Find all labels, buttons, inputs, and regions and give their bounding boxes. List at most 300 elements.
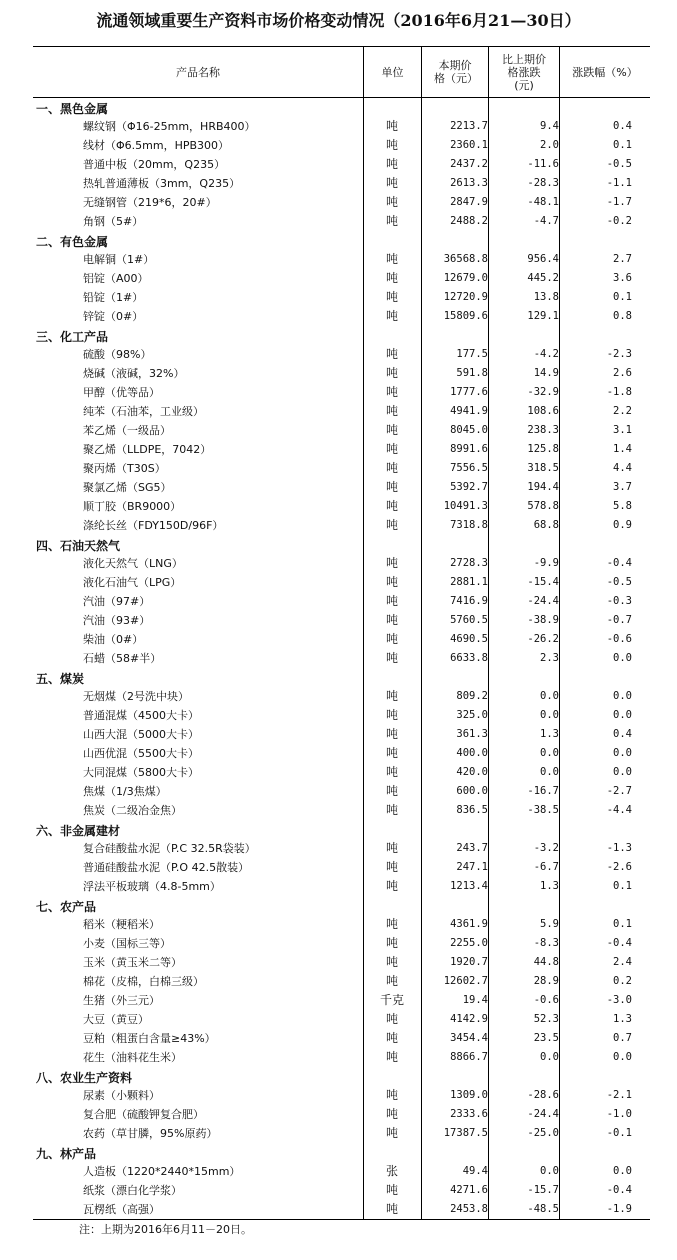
percent-cell: 0.0 [613, 709, 632, 721]
change-cell: 0.0 [540, 747, 559, 759]
percent-cell: 0.0 [613, 690, 632, 702]
percent-cell: 0.4 [613, 728, 632, 740]
price-cell: 2453.8 [450, 1203, 488, 1215]
price-cell: 19.4 [462, 994, 488, 1006]
table-row [33, 972, 650, 991]
change-cell: -15.4 [527, 576, 559, 588]
price-cell: 177.5 [456, 348, 488, 360]
unit-cell: 吨 [385, 1183, 398, 1197]
unit-cell: 吨 [385, 461, 398, 475]
change-cell: 108.6 [527, 405, 559, 417]
percent-cell: -2.6 [606, 861, 632, 873]
product-name: 铅锭（1#） [83, 291, 144, 304]
price-cell: 8991.6 [450, 443, 488, 455]
unit-cell: 吨 [385, 1088, 398, 1102]
unit-cell: 吨 [385, 955, 398, 969]
unit-cell: 吨 [385, 290, 398, 304]
product-name: 液化石油气（LPG） [83, 576, 182, 589]
product-name: 大豆（黄豆） [83, 1013, 149, 1026]
unit-cell: 吨 [385, 1202, 398, 1216]
change-cell: 129.1 [527, 310, 559, 322]
change-cell: 194.4 [527, 481, 559, 493]
table-row [33, 630, 650, 649]
price-cell: 400.0 [456, 747, 488, 759]
product-name: 无烟煤（2号洗中块） [83, 690, 189, 703]
category-label: 一、黑色金属 [36, 102, 109, 116]
unit-cell: 张 [385, 1164, 398, 1178]
change-cell: 2.0 [540, 139, 559, 151]
percent-cell: -0.5 [606, 158, 632, 170]
unit-cell: 吨 [385, 632, 398, 646]
price-cell: 7416.9 [450, 595, 488, 607]
change-cell: 14.9 [533, 367, 559, 379]
table-row [33, 725, 650, 744]
price-cell: 15809.6 [443, 310, 488, 322]
percent-cell: -0.5 [606, 576, 632, 588]
percent-cell: 3.1 [613, 424, 632, 436]
percent-cell: -1.9 [606, 1203, 632, 1215]
change-cell: -8.3 [533, 937, 559, 949]
price-cell: 36568.8 [443, 253, 488, 265]
category-label: 八、农业生产资料 [36, 1071, 133, 1085]
product-name: 豆粕（粗蛋白含量≥43%） [83, 1032, 216, 1045]
product-name: 铝锭（A00） [83, 272, 149, 285]
price-cell: 4271.6 [450, 1184, 488, 1196]
unit-cell: 吨 [385, 651, 398, 665]
change-cell: -24.4 [527, 595, 559, 607]
change-cell: -38.9 [527, 614, 559, 626]
change-cell: -25.0 [527, 1127, 559, 1139]
percent-cell: 0.1 [613, 291, 632, 303]
change-cell: 68.8 [533, 519, 559, 531]
unit-cell: 吨 [385, 1107, 398, 1121]
change-cell: 0.0 [540, 766, 559, 778]
percent-cell: -3.0 [606, 994, 632, 1006]
table-row [33, 307, 650, 326]
unit-cell: 吨 [385, 784, 398, 798]
change-cell: 578.8 [527, 500, 559, 512]
change-cell: 238.3 [527, 424, 559, 436]
percent-cell: 0.1 [613, 880, 632, 892]
table-row [33, 516, 650, 535]
table-header [33, 47, 650, 98]
change-cell: -48.5 [527, 1203, 559, 1215]
table-row [33, 250, 650, 269]
price-cell: 8045.0 [450, 424, 488, 436]
price-table [33, 46, 650, 1220]
product-name: 复合硅酸盐水泥（P.C 32.5R袋装） [83, 842, 256, 855]
table-row [33, 858, 650, 877]
header-product-name: 产品名称 [176, 65, 220, 79]
table-row [33, 706, 650, 725]
category-row [33, 98, 650, 117]
table-row [33, 174, 650, 193]
percent-cell: -0.6 [606, 633, 632, 645]
unit-cell: 吨 [385, 309, 398, 323]
percent-cell: 0.7 [613, 1032, 632, 1044]
table-row [33, 1010, 650, 1029]
table-row [33, 839, 650, 858]
percent-cell: -0.4 [606, 557, 632, 569]
unit-cell: 吨 [385, 252, 398, 266]
percent-cell: -1.1 [606, 177, 632, 189]
category-label: 九、林产品 [36, 1147, 97, 1161]
percent-cell: 0.0 [613, 766, 632, 778]
change-cell: -28.6 [527, 1089, 559, 1101]
unit-cell: 吨 [385, 594, 398, 608]
product-name: 复合肥（硫酸钾复合肥） [83, 1108, 204, 1121]
column-divider [488, 97, 489, 1219]
product-name: 角钢（5#） [83, 215, 144, 228]
percent-cell: 0.0 [613, 1165, 632, 1177]
percent-cell: 0.0 [613, 652, 632, 664]
price-cell: 49.4 [462, 1165, 488, 1177]
footnote: 注：上期为2016年6月11－20日。 [79, 1223, 252, 1236]
change-cell: -16.7 [527, 785, 559, 797]
table-row [33, 649, 650, 668]
header-price-change: 比上期价格涨跌(元) [488, 47, 559, 97]
price-cell: 12720.9 [443, 291, 488, 303]
unit-cell: 吨 [385, 271, 398, 285]
percent-cell: 0.9 [613, 519, 632, 531]
price-cell: 1920.7 [450, 956, 488, 968]
category-row [33, 896, 650, 915]
change-cell: 0.0 [540, 709, 559, 721]
unit-cell: 吨 [385, 1031, 398, 1045]
price-cell: 7318.8 [450, 519, 488, 531]
price-cell: 1213.4 [450, 880, 488, 892]
table-row [33, 744, 650, 763]
price-cell: 420.0 [456, 766, 488, 778]
change-cell: 1.3 [540, 728, 559, 740]
product-name: 热轧普通薄板（3mm，Q235） [83, 177, 241, 190]
unit-cell: 吨 [385, 499, 398, 513]
table-row [33, 782, 650, 801]
product-name: 浮法平板玻璃（4.8-5mm） [83, 880, 221, 893]
table-row [33, 611, 650, 630]
table-row [33, 136, 650, 155]
table-row [33, 801, 650, 820]
percent-cell: -2.7 [606, 785, 632, 797]
price-cell: 8866.7 [450, 1051, 488, 1063]
unit-cell: 吨 [385, 556, 398, 570]
unit-cell: 吨 [385, 1126, 398, 1140]
change-cell: -26.2 [527, 633, 559, 645]
product-name: 棉花（皮棉，白棉三级） [83, 975, 204, 988]
category-label: 六、非金属建材 [36, 824, 121, 838]
table-row [33, 915, 650, 934]
unit-cell: 吨 [385, 974, 398, 988]
product-name: 山西大混（5000大卡） [83, 728, 199, 741]
change-cell: 2.3 [540, 652, 559, 664]
change-cell: -28.3 [527, 177, 559, 189]
unit-cell: 吨 [385, 803, 398, 817]
change-cell: 23.5 [533, 1032, 559, 1044]
product-name: 螺纹钢（Φ16-25mm，HRB400） [83, 120, 256, 133]
unit-cell: 吨 [385, 195, 398, 209]
price-cell: 4361.9 [450, 918, 488, 930]
table-row [33, 269, 650, 288]
table-row [33, 877, 650, 896]
price-cell: 2881.1 [450, 576, 488, 588]
unit-cell: 吨 [385, 727, 398, 741]
percent-cell: 0.8 [613, 310, 632, 322]
product-name: 瓦楞纸（高强） [83, 1203, 160, 1216]
price-cell: 809.2 [456, 690, 488, 702]
price-cell: 1309.0 [450, 1089, 488, 1101]
category-row [33, 535, 650, 554]
unit-cell: 吨 [385, 404, 398, 418]
percent-cell: 4.4 [613, 462, 632, 474]
product-name: 锌锭（0#） [83, 310, 144, 323]
unit-cell: 吨 [385, 423, 398, 437]
percent-cell: 0.0 [613, 1051, 632, 1063]
product-name: 农药（草甘膦，95%原药） [83, 1127, 218, 1140]
change-cell: -4.2 [533, 348, 559, 360]
product-name: 聚氯乙烯（SG5） [83, 481, 172, 494]
price-cell: 2488.2 [450, 215, 488, 227]
table-row [33, 478, 650, 497]
table-row [33, 934, 650, 953]
price-cell: 2847.9 [450, 196, 488, 208]
product-name: 柴油（0#） [83, 633, 144, 646]
price-cell: 3454.4 [450, 1032, 488, 1044]
price-cell: 4690.5 [450, 633, 488, 645]
product-name: 硫酸（98%） [83, 348, 152, 361]
percent-cell: 1.4 [613, 443, 632, 455]
page-title: 流通领域重要生产资料市场价格变动情况（2016年6月21—30日） [96, 11, 581, 30]
product-name: 普通中板（20mm，Q235） [83, 158, 226, 171]
table-row [33, 1124, 650, 1143]
table-row [33, 383, 650, 402]
change-cell: 13.8 [533, 291, 559, 303]
table-row [33, 1029, 650, 1048]
unit-cell: 吨 [385, 119, 398, 133]
unit-cell: 吨 [385, 214, 398, 228]
product-name: 汽油（97#） [83, 595, 151, 608]
table-row [33, 155, 650, 174]
table-row [33, 193, 650, 212]
product-name: 大同混煤（5800大卡） [83, 766, 199, 779]
percent-cell: 0.0 [613, 747, 632, 759]
change-cell: 0.0 [540, 690, 559, 702]
category-label: 七、农产品 [36, 900, 97, 914]
percent-cell: 1.3 [613, 1013, 632, 1025]
product-name: 焦煤（1/3焦煤） [83, 785, 167, 798]
change-cell: -3.2 [533, 842, 559, 854]
product-name: 纯苯（石油苯，工业级） [83, 405, 204, 418]
price-cell: 2333.6 [450, 1108, 488, 1120]
price-cell: 2613.3 [450, 177, 488, 189]
product-name: 普通混煤（4500大卡） [83, 709, 199, 722]
product-name: 生猪（外三元） [83, 994, 160, 1007]
percent-cell: 2.2 [613, 405, 632, 417]
change-cell: 0.0 [540, 1165, 559, 1177]
change-cell: 318.5 [527, 462, 559, 474]
change-cell: 125.8 [527, 443, 559, 455]
product-name: 人造板（1220*2440*15mm） [83, 1165, 241, 1178]
price-cell: 591.8 [456, 367, 488, 379]
change-cell: -48.1 [527, 196, 559, 208]
product-name: 山西优混（5500大卡） [83, 747, 199, 760]
percent-cell: 0.2 [613, 975, 632, 987]
table-row [33, 1162, 650, 1181]
product-name: 聚丙烯（T30S） [83, 462, 166, 475]
change-cell: 956.4 [527, 253, 559, 265]
unit-cell: 吨 [385, 917, 398, 931]
table-row [33, 592, 650, 611]
unit-cell: 吨 [385, 689, 398, 703]
change-cell: 1.3 [540, 880, 559, 892]
price-cell: 12679.0 [443, 272, 488, 284]
unit-cell: 吨 [385, 841, 398, 855]
percent-cell: -1.0 [606, 1108, 632, 1120]
change-cell: -6.7 [533, 861, 559, 873]
percent-cell: 3.7 [613, 481, 632, 493]
category-row [33, 668, 650, 687]
table-row [33, 991, 650, 1010]
category-label: 五、煤炭 [36, 672, 85, 686]
price-cell: 1777.6 [450, 386, 488, 398]
category-row [33, 1067, 650, 1086]
unit-cell: 吨 [385, 176, 398, 190]
table-row [33, 1181, 650, 1200]
product-name: 苯乙烯（一级品） [83, 424, 171, 437]
category-label: 四、石油天然气 [36, 539, 121, 553]
product-name: 玉米（黄玉米二等） [83, 956, 182, 969]
product-name: 纸浆（漂白化学浆） [83, 1184, 182, 1197]
unit-cell: 吨 [385, 1050, 398, 1064]
price-cell: 10491.3 [443, 500, 488, 512]
change-cell: -15.7 [527, 1184, 559, 1196]
percent-cell: -4.4 [606, 804, 632, 816]
product-name: 液化天然气（LNG） [83, 557, 183, 570]
percent-cell: -2.3 [606, 348, 632, 360]
category-row [33, 1143, 650, 1162]
unit-cell: 吨 [385, 442, 398, 456]
product-name: 涤纶长丝（FDY150D/96F） [83, 519, 224, 532]
change-cell: 5.9 [540, 918, 559, 930]
category-label: 三、化工产品 [36, 330, 109, 344]
percent-cell: -1.3 [606, 842, 632, 854]
percent-cell: 3.6 [613, 272, 632, 284]
table-row [33, 459, 650, 478]
product-name: 花生（油料花生米） [83, 1051, 182, 1064]
table-row [33, 440, 650, 459]
price-cell: 4941.9 [450, 405, 488, 417]
price-cell: 2360.1 [450, 139, 488, 151]
table-row [33, 953, 650, 972]
percent-cell: -0.4 [606, 937, 632, 949]
product-name: 稻米（粳稻米） [83, 918, 160, 931]
table-row [33, 1086, 650, 1105]
product-name: 甲醇（优等品） [83, 386, 160, 399]
table-row [33, 573, 650, 592]
change-cell: 28.9 [533, 975, 559, 987]
table-row [33, 364, 650, 383]
table-row [33, 117, 650, 136]
percent-cell: -2.1 [606, 1089, 632, 1101]
change-cell: -9.9 [533, 557, 559, 569]
unit-cell: 吨 [385, 518, 398, 532]
product-name: 尿素（小颗料） [83, 1089, 160, 1102]
unit-cell: 千克 [379, 993, 404, 1007]
change-cell: -32.9 [527, 386, 559, 398]
price-cell: 600.0 [456, 785, 488, 797]
table-row [33, 402, 650, 421]
product-name: 顺丁胶（BR9000） [83, 500, 182, 513]
price-cell: 6633.8 [450, 652, 488, 664]
percent-cell: -0.3 [606, 595, 632, 607]
percent-cell: 0.4 [613, 120, 632, 132]
product-name: 烧碱（液碱，32%） [83, 367, 185, 380]
unit-cell: 吨 [385, 860, 398, 874]
change-cell: 52.3 [533, 1013, 559, 1025]
table-row [33, 212, 650, 231]
percent-cell: 2.7 [613, 253, 632, 265]
percent-cell: 5.8 [613, 500, 632, 512]
change-cell: 0.0 [540, 1051, 559, 1063]
percent-cell: -0.4 [606, 1184, 632, 1196]
table-body [33, 98, 650, 1219]
table-row [33, 345, 650, 364]
price-cell: 7556.5 [450, 462, 488, 474]
percent-cell: -0.1 [606, 1127, 632, 1139]
product-name: 汽油（93#） [83, 614, 151, 627]
price-cell: 2437.2 [450, 158, 488, 170]
change-cell: 445.2 [527, 272, 559, 284]
change-cell: -24.4 [527, 1108, 559, 1120]
change-cell: -4.7 [533, 215, 559, 227]
unit-cell: 吨 [385, 347, 398, 361]
unit-cell: 吨 [385, 613, 398, 627]
table-row [33, 554, 650, 573]
price-cell: 12602.7 [443, 975, 488, 987]
unit-cell: 吨 [385, 385, 398, 399]
table-row [33, 763, 650, 782]
price-cell: 5760.5 [450, 614, 488, 626]
unit-cell: 吨 [385, 765, 398, 779]
header-unit: 单位 [363, 47, 421, 97]
unit-cell: 吨 [385, 879, 398, 893]
price-cell: 5392.7 [450, 481, 488, 493]
table-row [33, 687, 650, 706]
product-name: 聚乙烯（LLDPE，7042） [83, 443, 212, 456]
unit-cell: 吨 [385, 366, 398, 380]
percent-cell: 2.6 [613, 367, 632, 379]
change-cell: -0.6 [533, 994, 559, 1006]
change-cell: 44.8 [533, 956, 559, 968]
product-name: 线材（Φ6.5mm，HPB300） [83, 139, 230, 152]
percent-cell: -0.2 [606, 215, 632, 227]
change-cell: -11.6 [527, 158, 559, 170]
percent-cell: -1.8 [606, 386, 632, 398]
product-name: 无缝钢管（219*6，20#） [83, 196, 217, 209]
column-divider [559, 97, 560, 1219]
price-cell: 2728.3 [450, 557, 488, 569]
table-row [33, 421, 650, 440]
table-row [33, 1200, 650, 1219]
price-cell: 836.5 [456, 804, 488, 816]
percent-cell: 0.1 [613, 918, 632, 930]
table-row [33, 497, 650, 516]
percent-cell: -1.7 [606, 196, 632, 208]
category-row [33, 231, 650, 250]
category-row [33, 326, 650, 345]
unit-cell: 吨 [385, 746, 398, 760]
price-cell: 325.0 [456, 709, 488, 721]
column-divider [363, 97, 364, 1219]
